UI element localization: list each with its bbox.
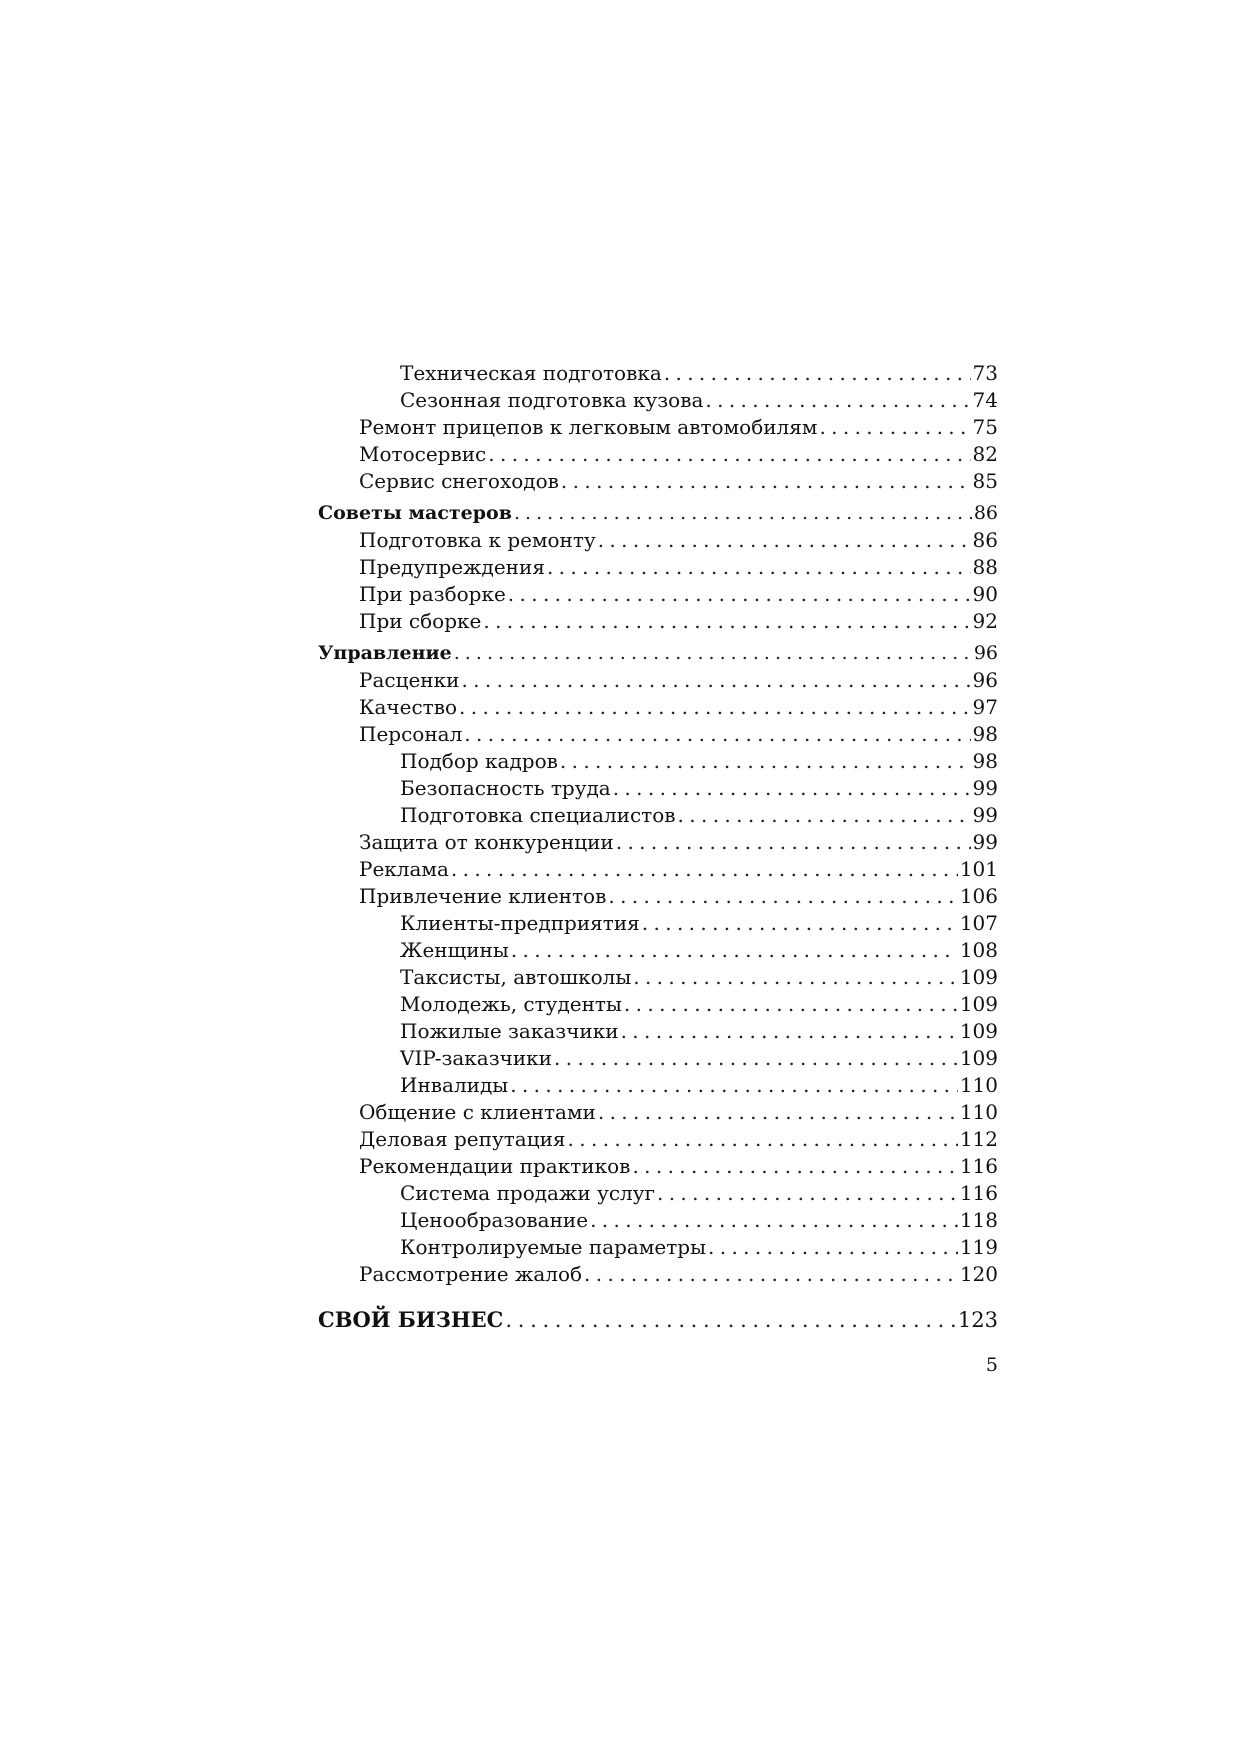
table-of-contents (318, 360, 998, 1333)
toc-entry-title: При разборке (359, 582, 506, 606)
toc-entry-page: 86 (972, 528, 998, 552)
toc-entry (318, 581, 998, 608)
toc-entry-page: 86 (973, 502, 998, 524)
toc-entry (318, 856, 998, 883)
dot-leader (461, 667, 970, 694)
toc-entry-title: Таксисты, автошколы (400, 965, 632, 989)
toc-entry-title: Техническая подготовка (400, 361, 662, 385)
toc-entry-page: 99 (972, 830, 998, 854)
dot-leader (705, 387, 970, 414)
dot-leader (616, 829, 971, 856)
toc-entry (318, 1099, 998, 1126)
toc-entry (318, 1180, 998, 1207)
dot-leader (608, 883, 957, 910)
toc-entry-page: 107 (959, 911, 998, 935)
toc-entry-title: Ремонт прицепов к легковым автомобилям (359, 415, 818, 439)
toc-entry-title: Деловая репутация (359, 1127, 566, 1151)
toc-entry (318, 608, 998, 635)
toc-entry-title: Инвалиды (400, 1073, 509, 1097)
toc-entry-page: 109 (959, 1019, 998, 1043)
toc-entry-page: 98 (972, 749, 998, 773)
toc-entry (318, 1306, 998, 1333)
dot-leader (664, 360, 971, 387)
toc-entry-page: 106 (959, 884, 998, 908)
toc-entry (318, 964, 998, 991)
toc-entry-page: 96 (973, 642, 998, 664)
toc-entry (318, 1153, 998, 1180)
toc-entry-page: 110 (959, 1100, 998, 1124)
toc-entry (318, 500, 998, 527)
dot-leader (624, 991, 958, 1018)
dot-leader (483, 608, 970, 635)
toc-entry-title: Безопасность труда (400, 776, 611, 800)
toc-entry-page: 92 (972, 609, 998, 633)
dot-leader (511, 937, 958, 964)
dot-leader (568, 1126, 958, 1153)
toc-entry-page: 98 (972, 722, 998, 746)
toc-entry-page: 101 (959, 857, 998, 881)
toc-entry-page: 118 (959, 1208, 998, 1232)
dot-leader (560, 748, 971, 775)
dot-leader (598, 527, 971, 554)
toc-entry-title: Мотосервис (359, 442, 487, 466)
toc-entry-title: Пожилые заказчики (400, 1019, 619, 1043)
toc-entry-title: Подготовка специалистов (400, 803, 676, 827)
toc-entry-page: 85 (972, 469, 998, 493)
toc-entry (318, 360, 998, 387)
toc-entry-page: 97 (972, 695, 998, 719)
toc-entry (318, 1207, 998, 1234)
toc-entry-page: 88 (972, 555, 998, 579)
toc-entry-title: Качество (359, 695, 458, 719)
toc-entry-title: Женщины (400, 938, 509, 962)
toc-entry (318, 1018, 998, 1045)
toc-entry-page: 116 (959, 1181, 998, 1205)
toc-entry (318, 414, 998, 441)
toc-entry-title: СВОЙ БИЗНЕС (318, 1307, 504, 1332)
toc-entry-page: 109 (959, 1046, 998, 1070)
toc-entry-page: 109 (959, 992, 998, 1016)
toc-entry (318, 991, 998, 1018)
toc-entry-title: Персонал (359, 722, 463, 746)
dot-leader (819, 414, 970, 441)
toc-entry-page: 75 (972, 415, 998, 439)
toc-entry (318, 694, 998, 721)
toc-entry (318, 441, 998, 468)
dot-leader (621, 1018, 958, 1045)
toc-entry-title: VIP-заказчики (400, 1046, 553, 1070)
toc-entry (318, 1126, 998, 1153)
dot-leader (642, 910, 958, 937)
dot-leader (598, 1099, 958, 1126)
toc-entry-page: 120 (959, 1262, 998, 1286)
toc-entry-title: Сервис снегоходов (359, 469, 559, 493)
toc-entry (318, 1261, 998, 1288)
toc-entry (318, 1045, 998, 1072)
toc-entry (318, 640, 998, 667)
dot-leader (554, 1045, 958, 1072)
toc-entry (318, 527, 998, 554)
toc-entry (318, 802, 998, 829)
dot-leader (708, 1234, 958, 1261)
toc-entry-title: Сезонная подготовка кузова (400, 388, 704, 412)
dot-leader (510, 1072, 958, 1099)
dot-leader (508, 581, 971, 608)
toc-entry (318, 910, 998, 937)
toc-entry-title: Контролируемые параметры (400, 1235, 707, 1259)
toc-entry-page: 90 (972, 582, 998, 606)
toc-entry-title: Общение с клиентами (359, 1100, 596, 1124)
dot-leader (451, 856, 958, 883)
dot-leader (657, 1180, 958, 1207)
dot-leader (678, 802, 971, 829)
toc-entry-title: Советы мастеров (318, 502, 512, 524)
toc-entry-title: Система продажи услуг (400, 1181, 655, 1205)
toc-entry-page: 109 (959, 965, 998, 989)
toc-entry (318, 1072, 998, 1099)
toc-entry-title: Подбор кадров (400, 749, 558, 773)
toc-entry-title: Защита от конкуренции (359, 830, 614, 854)
toc-entry-title: Подготовка к ремонту (359, 528, 596, 552)
toc-entry (318, 775, 998, 802)
toc-entry (318, 883, 998, 910)
toc-entry-title: Привлечение клиентов (359, 884, 607, 908)
toc-entry (318, 937, 998, 964)
toc-entry-page: 96 (972, 668, 998, 692)
dot-leader (514, 500, 972, 527)
toc-entry-title: При сборке (359, 609, 482, 633)
dot-leader (464, 721, 970, 748)
dot-leader (561, 468, 971, 495)
toc-entry-title: Рассмотрение жалоб (359, 1262, 583, 1286)
toc-entry-title: Реклама (359, 857, 449, 881)
toc-entry (318, 554, 998, 581)
toc-entry-page: 108 (959, 938, 998, 962)
toc-entry-page: 74 (972, 388, 998, 412)
dot-leader (632, 1153, 957, 1180)
toc-entry-title: Клиенты-предприятия (400, 911, 640, 935)
page-number: 5 (985, 1354, 998, 1376)
dot-leader (590, 1207, 958, 1234)
toc-entry (318, 667, 998, 694)
dot-leader (584, 1261, 958, 1288)
toc-entry-page: 119 (959, 1235, 998, 1259)
toc-entry (318, 829, 998, 856)
toc-entry-page: 99 (972, 803, 998, 827)
toc-entry-page: 116 (959, 1154, 998, 1178)
toc-entry-page: 73 (972, 361, 998, 385)
dot-leader (505, 1307, 956, 1334)
toc-entry-page: 82 (972, 442, 998, 466)
dot-leader (459, 694, 971, 721)
toc-entry-title: Предупреждения (359, 555, 545, 579)
toc-entry (318, 468, 998, 495)
toc-entry-title: Молодежь, студенты (400, 992, 622, 1016)
toc-entry-title: Ценообразование (400, 1208, 589, 1232)
toc-entry-page: 110 (959, 1073, 998, 1097)
toc-entry-title: Расценки (359, 668, 460, 692)
toc-entry (318, 721, 998, 748)
dot-leader (547, 554, 971, 581)
dot-leader (633, 964, 958, 991)
toc-entry (318, 748, 998, 775)
dot-leader (454, 640, 972, 667)
dot-leader (613, 775, 971, 802)
toc-entry (318, 1234, 998, 1261)
toc-entry-title: Рекомендации практиков (359, 1154, 631, 1178)
toc-entry-page: 123 (957, 1308, 998, 1332)
toc-entry-title: Управление (318, 642, 452, 664)
dot-leader (488, 441, 970, 468)
toc-entry (318, 387, 998, 414)
toc-entry-page: 112 (959, 1127, 998, 1151)
toc-entry-page: 99 (972, 776, 998, 800)
